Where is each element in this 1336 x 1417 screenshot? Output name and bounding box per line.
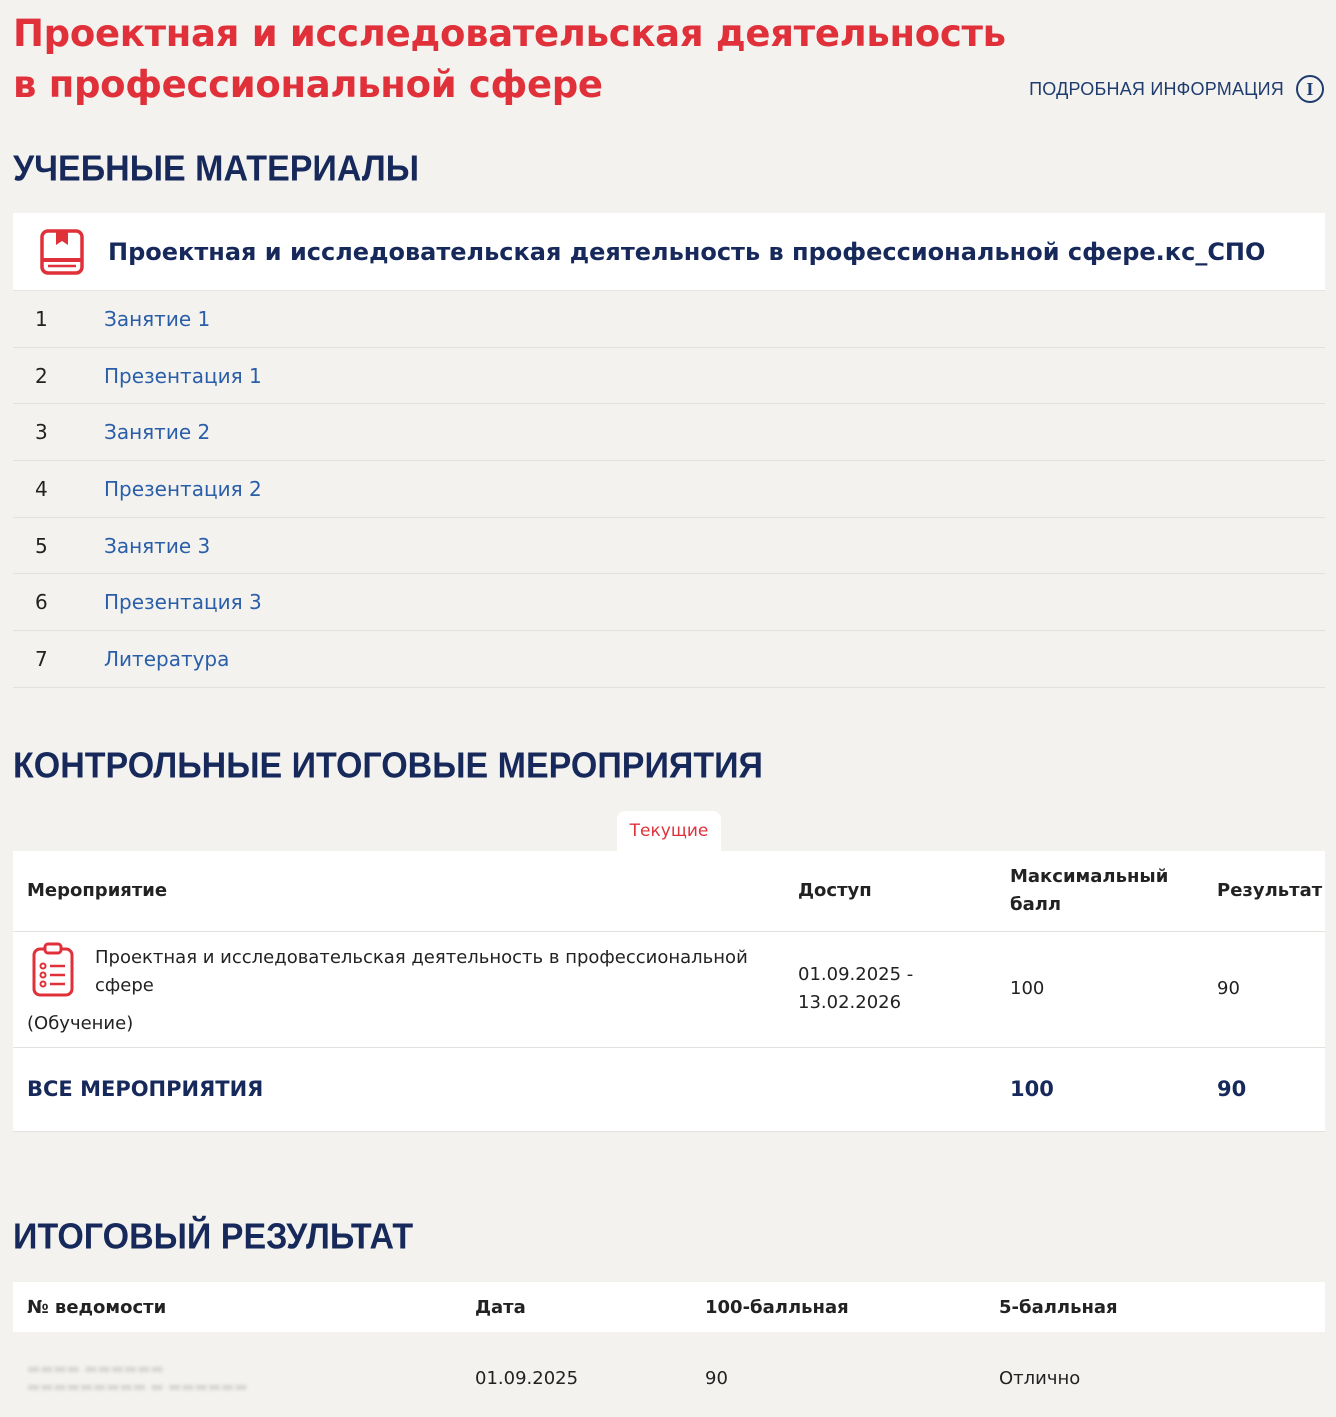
list-item: [13, 461, 1325, 518]
details-link-label[interactable]: ПОДРОБНАЯ ИНФОРМАЦИЯ: [1029, 78, 1284, 99]
list-item: [13, 574, 1325, 631]
item-number: 7: [35, 646, 48, 671]
events-heading: КОНТРОЛЬНЫЕ ИТОГОВЫЕ МЕРОПРИЯТИЯ: [13, 746, 763, 786]
materials-course-card: [13, 213, 1325, 291]
item-number: 4: [35, 476, 48, 501]
result-score100: 90: [705, 1367, 728, 1389]
table-header-row: [13, 1282, 1325, 1332]
column-header-statement: № ведомости: [27, 1296, 167, 1318]
materials-heading: УЧЕБНЫЕ МАТЕРИАЛЫ: [13, 149, 419, 189]
material-link[interactable]: Презентация 2: [104, 476, 262, 501]
column-header-event: Мероприятие: [27, 879, 168, 901]
result-date: 01.09.2025: [475, 1367, 579, 1389]
event-name[interactable]: Проектная и исследовательская деятельность в профессиональной сфере: [95, 947, 748, 996]
material-link[interactable]: Занятие 1: [104, 306, 211, 331]
redacted-text: ▬▬▬▬ ▬▬▬▬▬▬ ▬▬▬▬▬▬▬▬▬ ▬ ▬▬▬▬▬▬: [27, 1361, 248, 1395]
events-table: [13, 851, 1325, 1132]
course-materials-title[interactable]: Проектная и исследовательская деятельность в профессиональной сфере.кс_СПО: [108, 237, 1266, 266]
list-item: [13, 518, 1325, 575]
event-access: 01.09.2025 - 13.02.2026: [798, 964, 914, 1013]
table-row: [13, 1332, 1325, 1417]
column-header-date: Дата: [475, 1296, 526, 1318]
column-header-max-score-label: Максимальный балл: [1010, 865, 1169, 915]
column-header-score100: 100-балльная: [705, 1296, 849, 1318]
material-link[interactable]: Занятие 3: [104, 533, 211, 558]
event-max-score: 100: [1010, 978, 1045, 999]
event-cell: [13, 931, 798, 1047]
list-item: [13, 404, 1325, 461]
total-result: 90: [1217, 1077, 1247, 1101]
material-link[interactable]: Презентация 1: [104, 363, 262, 388]
item-number: 6: [35, 590, 48, 615]
material-link[interactable]: Занятие 2: [104, 420, 211, 445]
statement-number-redacted: [13, 1332, 475, 1417]
column-header-score5: 5-балльная: [999, 1296, 1118, 1318]
column-header-result: Результат: [1217, 879, 1323, 901]
page-title: Проектная и исследовательская деятельность в профессиональной сфере: [13, 12, 1006, 106]
material-link[interactable]: Литература: [104, 646, 230, 671]
list-item: [13, 348, 1325, 405]
book-icon: [38, 228, 86, 276]
total-label: ВСЕ МЕРОПРИЯТИЯ: [27, 1077, 264, 1101]
result-score5: Отлично: [999, 1367, 1081, 1389]
table-header-row: [13, 851, 1325, 931]
clipboard-list-icon: [31, 942, 75, 998]
list-item: [13, 631, 1325, 688]
item-number: 3: [35, 420, 48, 445]
total-max-score: 100: [1010, 1077, 1054, 1101]
item-number: 5: [35, 533, 48, 558]
item-number: 1: [35, 306, 48, 331]
item-number: 2: [35, 363, 48, 388]
final-result-table: [13, 1282, 1325, 1417]
event-result: 90: [1217, 978, 1240, 999]
details-link[interactable]: [1029, 74, 1324, 104]
total-access-empty: [798, 1047, 1010, 1131]
table-row: [13, 931, 1325, 1047]
column-header-max-score: [1010, 851, 1217, 931]
final-result-heading: ИТОГОВЫЙ РЕЗУЛЬТАТ: [13, 1217, 414, 1257]
materials-list: [13, 291, 1325, 688]
list-item: [13, 291, 1325, 348]
material-link[interactable]: Презентация 3: [104, 590, 262, 615]
column-header-access: Доступ: [798, 879, 872, 901]
table-total-row: [13, 1047, 1325, 1131]
info-icon[interactable]: I: [1296, 75, 1324, 103]
event-type: (Обучение): [27, 1013, 134, 1034]
tab-current[interactable]: Текущие: [617, 811, 721, 851]
